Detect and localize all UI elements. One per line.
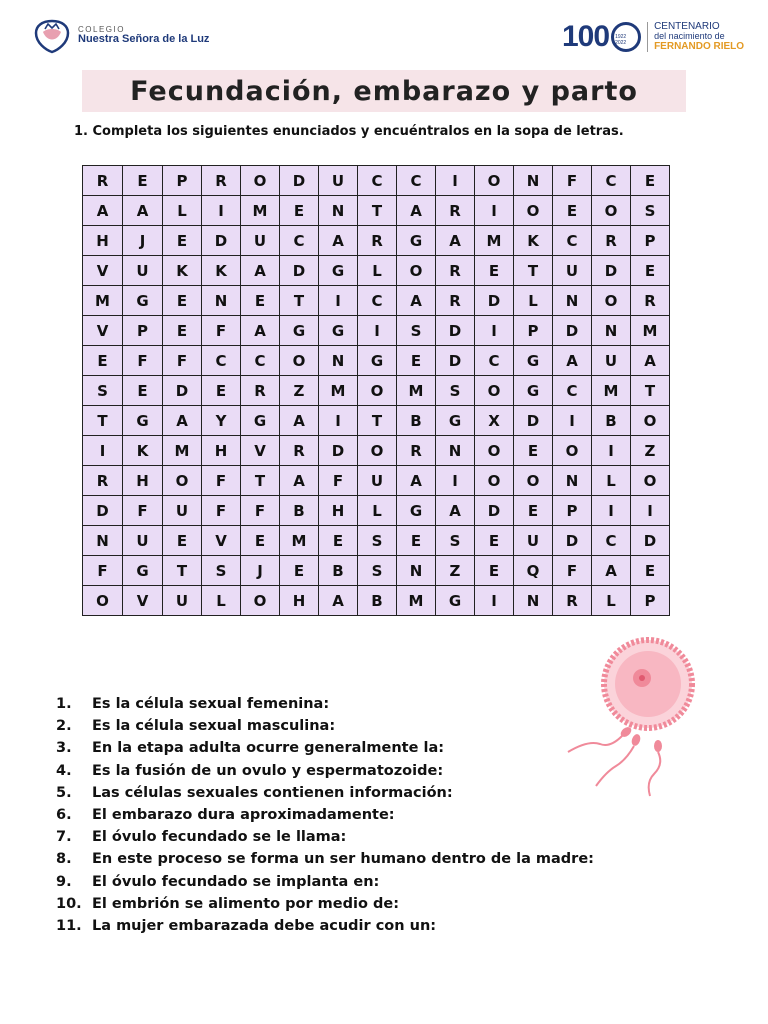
question-item bbox=[56, 893, 594, 915]
grid-cell[interactable]: C bbox=[280, 226, 319, 256]
grid-cell[interactable]: E bbox=[514, 436, 553, 466]
school-crest-icon bbox=[32, 18, 72, 54]
grid-cell[interactable]: R bbox=[202, 166, 241, 196]
grid-cell[interactable]: Z bbox=[280, 376, 319, 406]
grid-cell[interactable]: E bbox=[123, 376, 163, 406]
grid-cell[interactable]: K bbox=[123, 436, 163, 466]
grid-cell[interactable]: E bbox=[241, 286, 280, 316]
grid-cell[interactable]: I bbox=[592, 496, 631, 526]
grid-cell[interactable]: Z bbox=[631, 436, 670, 466]
grid-cell[interactable]: N bbox=[592, 316, 631, 346]
grid-cell[interactable]: I bbox=[475, 196, 514, 226]
grid-cell[interactable]: N bbox=[83, 526, 123, 556]
question-number: 10. bbox=[56, 895, 82, 912]
grid-cell[interactable]: B bbox=[319, 556, 358, 586]
grid-cell[interactable]: M bbox=[397, 376, 436, 406]
question-text: En este proceso se forma un ser humano dentro de la madre: bbox=[92, 851, 594, 868]
school-label: COLEGIO bbox=[78, 25, 125, 35]
question-item bbox=[56, 826, 594, 848]
question-number: 2. bbox=[56, 718, 72, 735]
question-list bbox=[56, 693, 594, 937]
grid-cell[interactable]: N bbox=[514, 586, 553, 616]
grid-cell[interactable]: U bbox=[553, 256, 592, 286]
grid-cell[interactable]: V bbox=[123, 586, 163, 616]
grid-row bbox=[83, 466, 670, 496]
grid-cell[interactable]: E bbox=[123, 166, 163, 196]
page-title: Fecundación, embarazo y parto bbox=[130, 75, 638, 107]
grid-cell[interactable]: O bbox=[358, 436, 397, 466]
grid-cell[interactable]: O bbox=[241, 586, 280, 616]
grid-cell[interactable]: F bbox=[123, 496, 163, 526]
centenario-ring-icon bbox=[611, 22, 641, 52]
grid-cell[interactable]: N bbox=[436, 436, 475, 466]
question-item bbox=[56, 782, 594, 804]
grid-cell[interactable]: P bbox=[631, 586, 670, 616]
grid-cell[interactable]: O bbox=[163, 466, 202, 496]
grid-cell[interactable]: S bbox=[436, 526, 475, 556]
grid-cell[interactable]: T bbox=[241, 466, 280, 496]
grid-cell[interactable]: M bbox=[83, 286, 123, 316]
grid-cell[interactable]: H bbox=[280, 586, 319, 616]
grid-cell[interactable]: C bbox=[553, 226, 592, 256]
grid-cell[interactable]: J bbox=[123, 226, 163, 256]
question-number: 3. bbox=[56, 740, 72, 757]
grid-cell[interactable]: I bbox=[553, 406, 592, 436]
grid-cell[interactable]: N bbox=[553, 466, 592, 496]
grid-cell[interactable]: A bbox=[280, 466, 319, 496]
grid-row bbox=[83, 496, 670, 526]
grid-row bbox=[83, 286, 670, 316]
grid-cell[interactable]: M bbox=[163, 436, 202, 466]
grid-cell[interactable]: R bbox=[436, 286, 475, 316]
grid-cell[interactable]: O bbox=[514, 196, 553, 226]
grid-cell[interactable]: N bbox=[514, 166, 553, 196]
grid-cell[interactable]: R bbox=[553, 586, 592, 616]
grid-cell[interactable]: O bbox=[631, 466, 670, 496]
grid-cell[interactable]: U bbox=[163, 586, 202, 616]
grid-cell[interactable]: U bbox=[241, 226, 280, 256]
grid-cell[interactable]: E bbox=[397, 526, 436, 556]
grid-cell[interactable]: E bbox=[475, 556, 514, 586]
grid-cell[interactable]: E bbox=[163, 526, 202, 556]
question-item bbox=[56, 715, 594, 737]
grid-row bbox=[83, 346, 670, 376]
grid-cell[interactable]: X bbox=[475, 406, 514, 436]
grid-cell[interactable]: S bbox=[83, 376, 123, 406]
grid-cell[interactable]: V bbox=[83, 256, 123, 286]
grid-cell[interactable]: O bbox=[241, 166, 280, 196]
grid-cell[interactable]: C bbox=[202, 346, 241, 376]
grid-cell[interactable]: U bbox=[514, 526, 553, 556]
grid-cell[interactable]: F bbox=[202, 316, 241, 346]
grid-cell[interactable]: F bbox=[83, 556, 123, 586]
grid-cell[interactable]: G bbox=[123, 286, 163, 316]
grid-cell[interactable]: R bbox=[436, 196, 475, 226]
grid-cell[interactable]: B bbox=[358, 586, 397, 616]
grid-cell[interactable]: G bbox=[123, 556, 163, 586]
question-text: El óvulo fecundado se implanta en: bbox=[92, 873, 380, 890]
grid-cell[interactable]: B bbox=[280, 496, 319, 526]
grid-cell[interactable]: L bbox=[592, 466, 631, 496]
centenario-person: FERNANDO RIELO bbox=[654, 40, 745, 52]
question-number: 8. bbox=[56, 851, 72, 868]
grid-cell[interactable]: A bbox=[397, 196, 436, 226]
grid-cell[interactable]: D bbox=[475, 496, 514, 526]
grid-cell[interactable]: S bbox=[436, 376, 475, 406]
grid-cell[interactable]: L bbox=[202, 586, 241, 616]
grid-cell[interactable]: M bbox=[280, 526, 319, 556]
grid-cell[interactable]: E bbox=[397, 346, 436, 376]
grid-row bbox=[83, 526, 670, 556]
question-text: La mujer embarazada debe acudir con un: bbox=[92, 917, 437, 934]
grid-cell[interactable]: M bbox=[592, 376, 631, 406]
grid-cell[interactable]: H bbox=[83, 226, 123, 256]
grid-cell[interactable]: S bbox=[202, 556, 241, 586]
question-text: El embrión se alimento por medio de: bbox=[92, 895, 399, 912]
grid-cell[interactable]: P bbox=[631, 226, 670, 256]
question-text: Es la fusión de un ovulo y espermatozoide: bbox=[92, 762, 444, 779]
grid-cell[interactable]: E bbox=[319, 526, 358, 556]
grid-row bbox=[83, 406, 670, 436]
question-item bbox=[56, 804, 594, 826]
grid-cell[interactable]: D bbox=[280, 256, 319, 286]
grid-cell[interactable]: I bbox=[319, 286, 358, 316]
grid-cell[interactable]: A bbox=[553, 346, 592, 376]
grid-cell[interactable]: G bbox=[514, 346, 553, 376]
grid-cell[interactable]: G bbox=[280, 316, 319, 346]
grid-cell[interactable]: A bbox=[241, 256, 280, 286]
grid-cell[interactable]: G bbox=[514, 376, 553, 406]
grid-cell[interactable]: G bbox=[319, 256, 358, 286]
grid-cell[interactable]: D bbox=[163, 376, 202, 406]
grid-row bbox=[83, 226, 670, 256]
grid-cell[interactable]: A bbox=[280, 406, 319, 436]
grid-cell[interactable]: P bbox=[514, 316, 553, 346]
question-number: 6. bbox=[56, 806, 72, 823]
grid-row bbox=[83, 436, 670, 466]
grid-cell[interactable]: C bbox=[553, 376, 592, 406]
grid-cell[interactable]: N bbox=[397, 556, 436, 586]
grid-cell[interactable]: C bbox=[397, 166, 436, 196]
grid-cell[interactable]: R bbox=[83, 466, 123, 496]
grid-cell[interactable]: H bbox=[123, 466, 163, 496]
grid-cell[interactable]: E bbox=[163, 226, 202, 256]
question-item bbox=[56, 915, 594, 937]
grid-cell[interactable]: E bbox=[631, 166, 670, 196]
question-text: Es la célula sexual masculina: bbox=[92, 718, 336, 735]
title-band bbox=[82, 70, 686, 112]
grid-cell[interactable]: D bbox=[514, 406, 553, 436]
grid-cell[interactable]: O bbox=[83, 586, 123, 616]
grid-cell[interactable]: F bbox=[319, 466, 358, 496]
grid-cell[interactable]: R bbox=[241, 376, 280, 406]
grid-cell[interactable]: E bbox=[553, 196, 592, 226]
grid-cell[interactable]: G bbox=[358, 346, 397, 376]
grid-cell[interactable]: G bbox=[319, 316, 358, 346]
grid-cell[interactable]: U bbox=[123, 526, 163, 556]
grid-cell[interactable]: V bbox=[241, 436, 280, 466]
grid-cell[interactable]: I bbox=[319, 406, 358, 436]
grid-cell[interactable]: K bbox=[202, 256, 241, 286]
grid-cell[interactable]: P bbox=[553, 496, 592, 526]
grid-cell[interactable]: O bbox=[475, 466, 514, 496]
grid-cell[interactable]: E bbox=[475, 526, 514, 556]
grid-cell[interactable]: D bbox=[436, 316, 475, 346]
question-number: 5. bbox=[56, 784, 72, 801]
question-number: 7. bbox=[56, 829, 72, 846]
grid-cell[interactable]: G bbox=[397, 226, 436, 256]
grid-cell[interactable]: I bbox=[202, 196, 241, 226]
grid-cell[interactable]: O bbox=[358, 376, 397, 406]
grid-cell[interactable]: O bbox=[631, 406, 670, 436]
grid-cell[interactable]: E bbox=[280, 556, 319, 586]
grid-cell[interactable]: A bbox=[83, 196, 123, 226]
grid-cell[interactable]: U bbox=[123, 256, 163, 286]
grid-cell[interactable]: I bbox=[475, 316, 514, 346]
grid-cell[interactable]: E bbox=[163, 316, 202, 346]
grid-cell[interactable]: B bbox=[592, 406, 631, 436]
grid-row bbox=[83, 166, 670, 196]
grid-cell[interactable]: F bbox=[553, 556, 592, 586]
grid-cell[interactable]: O bbox=[592, 196, 631, 226]
grid-cell[interactable]: L bbox=[358, 256, 397, 286]
grid-cell[interactable]: G bbox=[123, 406, 163, 436]
question-text: Las células sexuales contienen información: bbox=[92, 784, 453, 801]
grid-cell[interactable]: A bbox=[592, 556, 631, 586]
grid-cell[interactable]: I bbox=[436, 166, 475, 196]
grid-cell[interactable]: D bbox=[280, 166, 319, 196]
grid-cell[interactable]: S bbox=[358, 556, 397, 586]
grid-cell[interactable]: S bbox=[358, 526, 397, 556]
grid-cell[interactable]: E bbox=[241, 526, 280, 556]
question-text: El óvulo fecundado se le llama: bbox=[92, 829, 347, 846]
centenario-logo bbox=[562, 20, 744, 54]
header bbox=[0, 0, 768, 60]
question-number: 4. bbox=[56, 762, 72, 779]
grid-cell[interactable]: O bbox=[397, 256, 436, 286]
grid-cell[interactable]: I bbox=[475, 586, 514, 616]
centenario-subtitle: del nacimiento de bbox=[654, 31, 725, 42]
grid-row bbox=[83, 586, 670, 616]
grid-cell[interactable]: G bbox=[241, 406, 280, 436]
grid-cell[interactable]: O bbox=[475, 436, 514, 466]
grid-cell[interactable]: T bbox=[280, 286, 319, 316]
grid-cell[interactable]: J bbox=[241, 556, 280, 586]
grid-cell[interactable]: Y bbox=[202, 406, 241, 436]
grid-cell[interactable]: L bbox=[514, 286, 553, 316]
grid-cell[interactable]: R bbox=[358, 226, 397, 256]
grid-cell[interactable]: G bbox=[436, 406, 475, 436]
grid-cell[interactable]: E bbox=[83, 346, 123, 376]
grid-cell[interactable]: C bbox=[358, 166, 397, 196]
grid-cell[interactable]: I bbox=[631, 496, 670, 526]
question-item bbox=[56, 760, 594, 782]
grid-cell[interactable]: L bbox=[163, 196, 202, 226]
grid-cell[interactable]: E bbox=[202, 376, 241, 406]
grid-cell[interactable]: P bbox=[163, 166, 202, 196]
grid-cell[interactable]: M bbox=[397, 586, 436, 616]
grid-cell[interactable]: A bbox=[123, 196, 163, 226]
grid-cell[interactable]: A bbox=[397, 466, 436, 496]
grid-cell[interactable]: M bbox=[319, 376, 358, 406]
grid-cell[interactable]: O bbox=[553, 436, 592, 466]
grid-cell[interactable]: H bbox=[202, 436, 241, 466]
grid-cell[interactable]: D bbox=[436, 346, 475, 376]
question-item bbox=[56, 848, 594, 870]
grid-cell[interactable]: S bbox=[397, 316, 436, 346]
grid-cell[interactable]: V bbox=[83, 316, 123, 346]
grid-cell[interactable]: D bbox=[592, 256, 631, 286]
grid-cell[interactable]: I bbox=[83, 436, 123, 466]
grid-cell[interactable]: E bbox=[631, 256, 670, 286]
centenario-number: 100 1922 2022 bbox=[562, 20, 641, 54]
grid-cell[interactable]: T bbox=[358, 196, 397, 226]
question-number: 1. bbox=[56, 696, 72, 712]
grid-cell[interactable]: L bbox=[592, 586, 631, 616]
grid-cell[interactable]: E bbox=[514, 496, 553, 526]
grid-cell[interactable]: O bbox=[514, 466, 553, 496]
grid-cell[interactable]: T bbox=[514, 256, 553, 286]
question-number: 9. bbox=[56, 873, 72, 890]
grid-cell[interactable]: C bbox=[475, 346, 514, 376]
grid-row bbox=[83, 256, 670, 286]
grid-cell[interactable]: T bbox=[83, 406, 123, 436]
grid-cell[interactable]: N bbox=[319, 346, 358, 376]
grid-cell[interactable]: G bbox=[397, 496, 436, 526]
grid-cell[interactable]: D bbox=[319, 436, 358, 466]
grid-row bbox=[83, 196, 670, 226]
grid-cell[interactable]: F bbox=[123, 346, 163, 376]
grid-cell[interactable]: A bbox=[319, 586, 358, 616]
grid-cell[interactable]: U bbox=[319, 166, 358, 196]
grid-cell[interactable]: M bbox=[241, 196, 280, 226]
grid-cell[interactable]: Z bbox=[436, 556, 475, 586]
instruction: 1. Completa los siguientes enunciados y encuéntralos en la sopa de letras. bbox=[74, 124, 624, 139]
grid-cell[interactable]: R bbox=[83, 166, 123, 196]
grid-cell[interactable]: C bbox=[358, 286, 397, 316]
grid-cell[interactable]: R bbox=[397, 436, 436, 466]
grid-cell[interactable]: D bbox=[631, 526, 670, 556]
question-text: Es la célula sexual femenina: bbox=[92, 696, 330, 712]
grid-cell[interactable]: A bbox=[241, 316, 280, 346]
grid-cell[interactable]: U bbox=[358, 466, 397, 496]
grid-row bbox=[83, 376, 670, 406]
grid-cell[interactable]: A bbox=[436, 226, 475, 256]
grid-cell[interactable]: D bbox=[83, 496, 123, 526]
grid-cell[interactable]: M bbox=[631, 316, 670, 346]
grid-cell[interactable]: F bbox=[163, 346, 202, 376]
grid-cell[interactable]: D bbox=[553, 526, 592, 556]
school-logo bbox=[32, 18, 209, 54]
grid-cell[interactable]: N bbox=[202, 286, 241, 316]
grid-cell[interactable]: E bbox=[280, 196, 319, 226]
grid-cell[interactable]: E bbox=[475, 256, 514, 286]
grid-cell[interactable]: R bbox=[436, 256, 475, 286]
grid-cell[interactable]: A bbox=[631, 346, 670, 376]
word-search-grid bbox=[82, 165, 670, 616]
grid-row bbox=[83, 556, 670, 586]
grid-cell[interactable]: O bbox=[475, 376, 514, 406]
grid-cell[interactable]: O bbox=[592, 286, 631, 316]
grid-cell[interactable]: N bbox=[319, 196, 358, 226]
grid-cell[interactable]: F bbox=[553, 166, 592, 196]
grid-cell[interactable]: E bbox=[631, 556, 670, 586]
grid-cell[interactable]: H bbox=[319, 496, 358, 526]
centenario-divider bbox=[647, 22, 648, 52]
grid-cell[interactable]: K bbox=[163, 256, 202, 286]
grid-cell[interactable]: I bbox=[592, 436, 631, 466]
question-item bbox=[56, 737, 594, 759]
grid-cell[interactable]: I bbox=[358, 316, 397, 346]
question-text: El embarazo dura aproximadamente: bbox=[92, 806, 395, 823]
grid-cell[interactable]: B bbox=[397, 406, 436, 436]
grid-cell[interactable]: R bbox=[280, 436, 319, 466]
question-item bbox=[56, 693, 594, 715]
grid-cell[interactable]: T bbox=[163, 556, 202, 586]
centenario-title: CENTENARIO bbox=[654, 20, 720, 32]
grid-cell[interactable]: D bbox=[553, 316, 592, 346]
grid-cell[interactable]: T bbox=[358, 406, 397, 436]
grid-cell[interactable]: A bbox=[163, 406, 202, 436]
grid-cell[interactable]: G bbox=[436, 586, 475, 616]
grid-cell[interactable]: C bbox=[592, 526, 631, 556]
centenario-years: 1922 2022 bbox=[615, 34, 627, 46]
grid-cell[interactable]: K bbox=[514, 226, 553, 256]
grid-cell[interactable]: C bbox=[592, 166, 631, 196]
grid-cell[interactable]: A bbox=[436, 496, 475, 526]
grid-cell[interactable]: L bbox=[358, 496, 397, 526]
grid-row bbox=[83, 316, 670, 346]
question-text: En la etapa adulta ocurre generalmente la: bbox=[92, 740, 445, 757]
grid-cell[interactable]: E bbox=[163, 286, 202, 316]
grid-cell[interactable]: D bbox=[475, 286, 514, 316]
grid-cell[interactable]: S bbox=[631, 196, 670, 226]
grid-cell[interactable]: Q bbox=[514, 556, 553, 586]
grid-cell[interactable]: R bbox=[592, 226, 631, 256]
question-item bbox=[56, 871, 594, 893]
grid-cell[interactable]: U bbox=[592, 346, 631, 376]
grid-cell[interactable]: R bbox=[631, 286, 670, 316]
grid-cell[interactable]: I bbox=[436, 466, 475, 496]
grid-cell[interactable]: T bbox=[631, 376, 670, 406]
grid-cell[interactable]: A bbox=[397, 286, 436, 316]
grid-cell[interactable]: F bbox=[202, 496, 241, 526]
grid-cell[interactable]: C bbox=[241, 346, 280, 376]
grid-cell[interactable]: F bbox=[241, 496, 280, 526]
grid-cell[interactable]: N bbox=[553, 286, 592, 316]
grid-cell[interactable]: M bbox=[475, 226, 514, 256]
grid-cell[interactable]: F bbox=[202, 466, 241, 496]
grid-cell[interactable]: O bbox=[280, 346, 319, 376]
grid-cell[interactable]: A bbox=[319, 226, 358, 256]
grid-cell[interactable]: V bbox=[202, 526, 241, 556]
grid-cell[interactable]: U bbox=[163, 496, 202, 526]
grid-cell[interactable]: D bbox=[202, 226, 241, 256]
school-name: Nuestra Señora de la Luz bbox=[78, 33, 210, 46]
grid-cell[interactable]: O bbox=[475, 166, 514, 196]
question-number: 11. bbox=[56, 917, 82, 934]
grid-cell[interactable]: P bbox=[123, 316, 163, 346]
